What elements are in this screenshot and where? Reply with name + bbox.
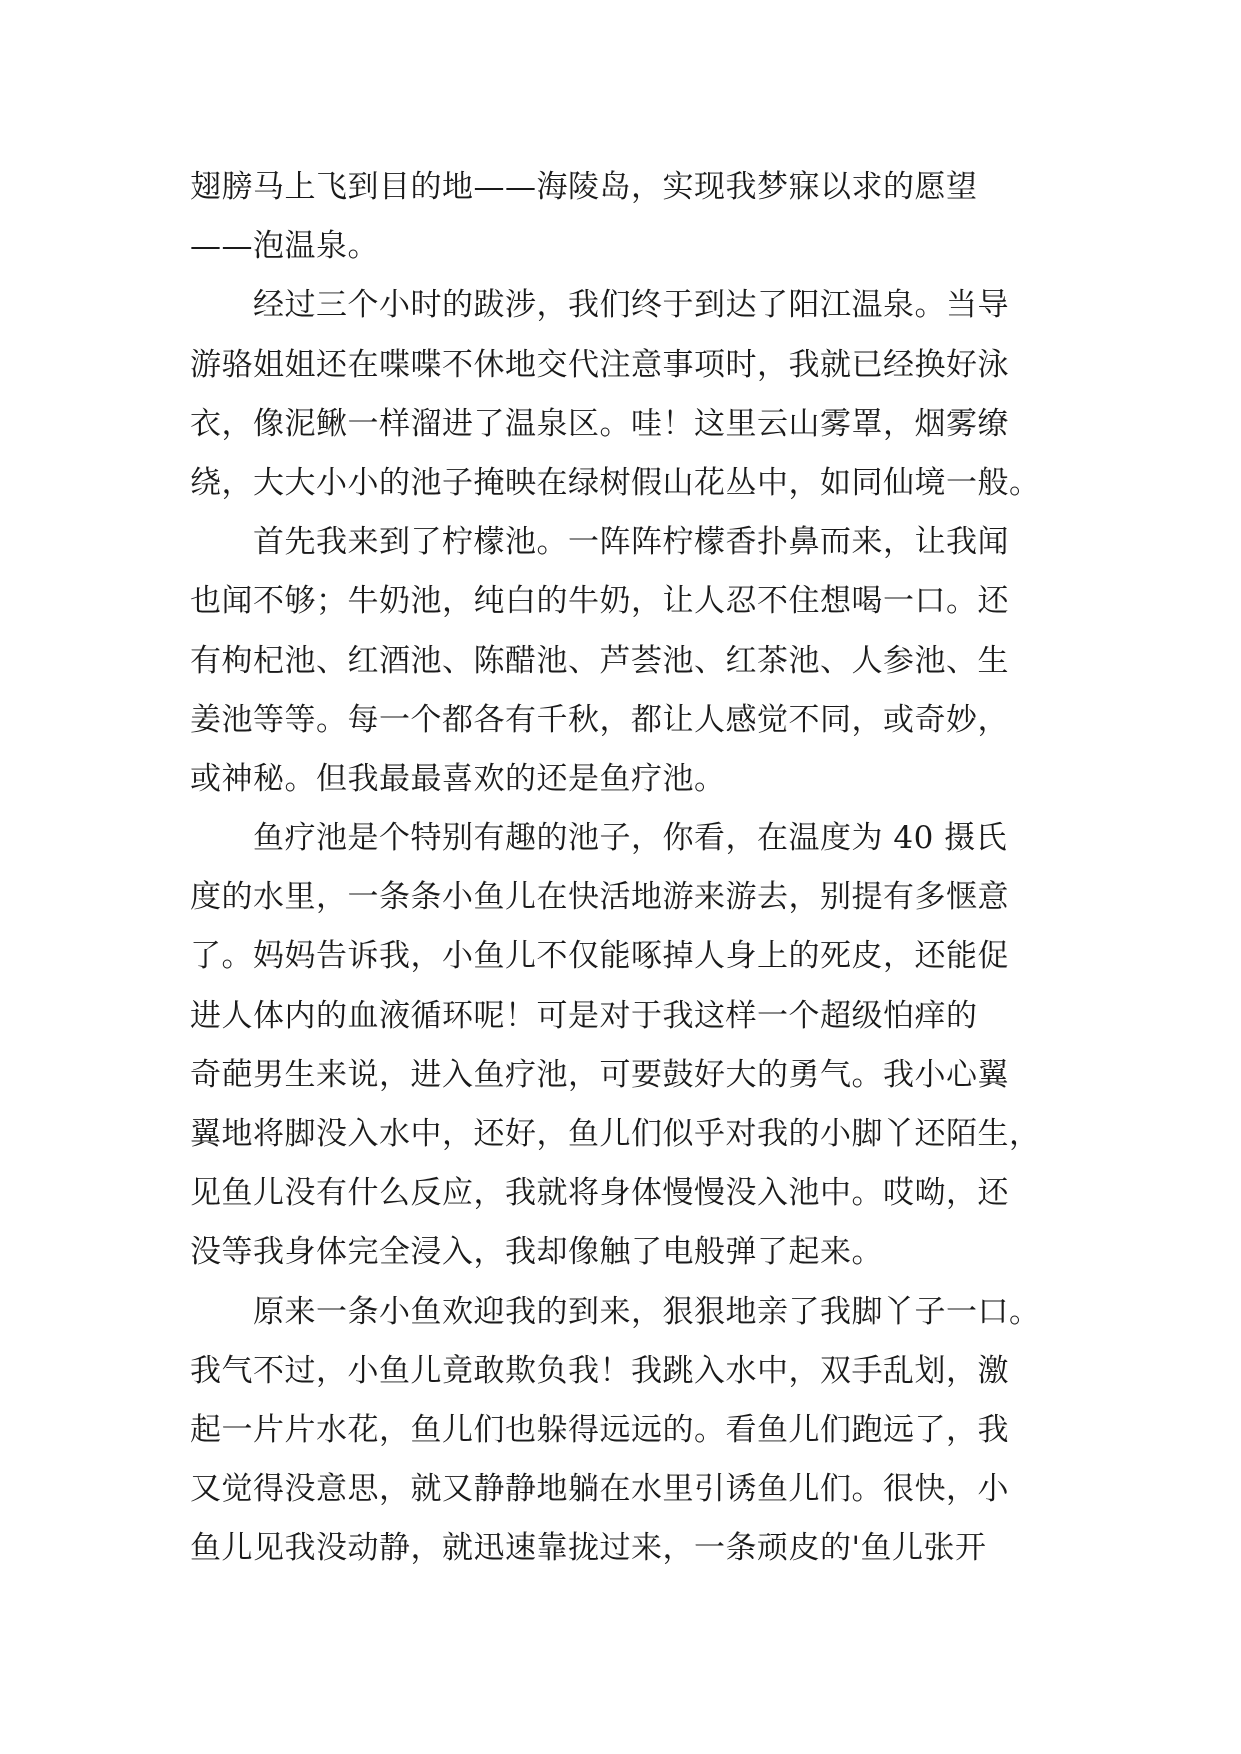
text-line: 了。妈妈告诉我，小鱼儿不仅能啄掉人身上的死皮，还能促 — [190, 938, 1009, 975]
text-line: 首先我来到了柠檬池。一阵阵柠檬香扑鼻而来，让我闻 — [190, 524, 1009, 561]
document-body — [190, 158, 1070, 1579]
text-line: 见鱼儿没有什么反应，我就将身体慢慢没入池中。哎呦，还 — [190, 1175, 1009, 1212]
text-line: 又觉得没意思，就又静静地躺在水里引诱鱼儿们。很快，小 — [190, 1471, 1009, 1508]
text-line: 没等我身体完全浸入，我却像触了电般弹了起来。 — [190, 1234, 883, 1271]
text-line: 经过三个小时的跋涉，我们终于到达了阳江温泉。当导 — [190, 287, 1009, 324]
text-line: 原来一条小鱼欢迎我的到来，狠狠地亲了我脚丫子一口。 — [190, 1293, 1041, 1330]
text-line: 姜池等等。每一个都各有千秋，都让人感觉不同，或奇妙， — [190, 701, 1009, 738]
text-line: 游骆姐姐还在喋喋不休地交代注意事项时，我就已经换好泳 — [190, 346, 1009, 383]
text-line: 进人体内的血液循环呢！可是对于我这样一个超级怕痒的 — [190, 997, 978, 1034]
text-line: 我气不过，小鱼儿竟敢欺负我！我跳入水中，双手乱划，激 — [190, 1352, 1009, 1389]
text-line: 绕，大大小小的池子掩映在绿树假山花丛中，如同仙境一般。 — [190, 464, 1041, 501]
text-line: 起一片片水花，鱼儿们也躲得远远的。看鱼儿们跑远了，我 — [190, 1411, 1009, 1448]
text-line: 翅膀马上飞到目的地——海陵岛，实现我梦寐以求的愿望 — [190, 169, 978, 205]
text-line: 也闻不够；牛奶池，纯白的牛奶，让人忍不住想喝一口。还 — [190, 583, 1009, 620]
text-line: 度的水里，一条条小鱼儿在快活地游来游去，别提有多惬意 — [190, 879, 1009, 916]
text-line: 衣，像泥鳅一样溜进了温泉区。哇！这里云山雾罩，烟雾缭 — [190, 405, 1009, 442]
text-line: ——泡温泉。 — [190, 228, 379, 265]
text-line: 鱼疗池是个特别有趣的池子，你看，在温度为 40 摄氏 — [190, 820, 1008, 857]
text-line: 翼地将脚没入水中，还好，鱼儿们似乎对我的小脚丫还陌生， — [190, 1116, 1041, 1152]
text-line: 有枸杞池、红酒池、陈醋池、芦荟池、红茶池、人参池、生 — [190, 642, 1009, 679]
text-line: 鱼儿见我没动静，就迅速靠拢过来，一条顽皮的'鱼儿张开 — [190, 1530, 987, 1567]
text-line: 奇葩男生来说，进入鱼疗池，可要鼓好大的勇气。我小心翼 — [190, 1056, 1009, 1093]
text-line: 或神秘。但我最最喜欢的还是鱼疗池。 — [190, 760, 726, 797]
